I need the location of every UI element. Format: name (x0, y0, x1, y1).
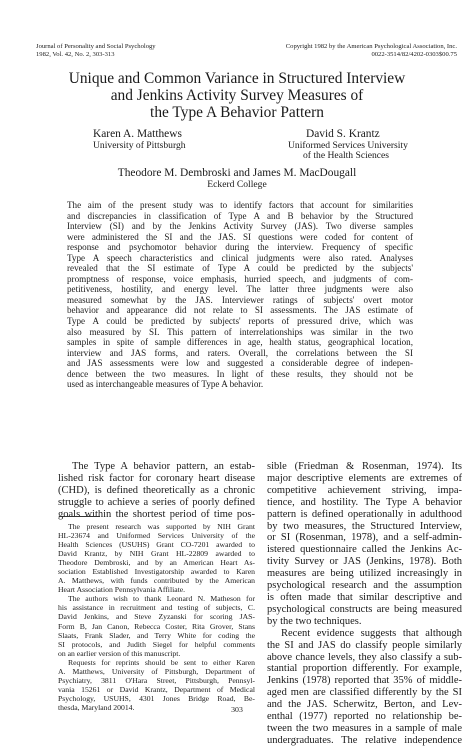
author-name: David S. Krantz (306, 128, 380, 140)
paragraph-line: sible (Friedman & Rosenman, 1974). Its (267, 461, 462, 472)
abstract-line: petitiveness, hostility, and energy level. The latter three judgments were also (67, 284, 413, 295)
footnote-line: thesda, Maryland 20014. (58, 702, 135, 712)
paragraph-line: major descriptive elements are extremes of (267, 472, 462, 484)
journal-name: Journal of Personality and Social Psychology (36, 43, 156, 50)
footnote-line: SI protocols, and Judith Siegel for helpful comments (58, 639, 255, 649)
article-code: 0022-3514/82/4202-0303$00.75 (371, 50, 457, 58)
footnote-line: Psychology, USUHS, 4301 Jones Bridge Road, Be- (58, 693, 255, 703)
paragraph-line: istered questionnaire called the Jenkins Ac- (267, 544, 462, 556)
abstract-line: also measured by SI. This pattern of interrelationships was similar in the two (67, 326, 413, 337)
paragraph-line: Recent evidence suggests that although (281, 627, 462, 639)
paragraph-line: lished risk factor for coronary heart disease (58, 472, 255, 484)
paragraph-line: is often made that similar descriptive and (267, 591, 462, 603)
paragraph-line: and the JAS. Scherwitz, Berton, and Lev- (267, 699, 462, 711)
abstract-line: Type A speech characteristics and clinical judgments were also rated. Analyses (67, 252, 413, 263)
footnotes (58, 522, 255, 712)
paragraph-line: the SI and JAS do classify people similarly (267, 639, 462, 651)
title-line: Unique and Common Variance in Structured Interview (68, 70, 406, 87)
footnote-line: Requests for reprints should be sent to either Karen (68, 657, 255, 667)
abstract-line: behavior and appearance did not relate to SI assessments. The JAS estimate of (67, 305, 413, 316)
body-text-right-column (267, 461, 462, 747)
body-text-left-column (58, 461, 255, 521)
paragraph-line: competitive achievement striving, impa- (267, 484, 462, 496)
abstract-line: The aim of the present study was to identify factors that account for similarities (67, 200, 413, 210)
paragraph-line: tience, and hostility. The Type A behavior (267, 496, 462, 508)
footnote-line: Form B, Jan Canon, Rebecca Coster, Rita Grover, Stans (58, 621, 255, 631)
footnote-line: vania 15261 or David Krantz, Department of Medical (58, 684, 255, 694)
footnote-line: on an earlier version of this manuscript. (58, 648, 181, 658)
paragraph-line: struggle to achieve a series of poorly defined (58, 496, 255, 508)
abstract-line: dence between the two measures. In light of these results, they should not be (67, 368, 413, 379)
footnote-line: HL-23674 and Uniformed Services University of the (58, 531, 255, 541)
abstract-line: were administered the SI and the JAS. SI questions were coded for content of (67, 231, 413, 242)
footnote-line: Slaats, Frank Slader, and Terry White for coding the (58, 630, 255, 640)
author-affiliation: University of Pittsburgh (93, 140, 186, 151)
footnote-line: his assistance in recruitment and testing of subjects, C. (58, 603, 255, 613)
paragraph-line: tivity Survey or JAS (Jenkins, 1978). Both (267, 556, 462, 568)
paragraph-line: psychological research and the assumption (267, 580, 462, 592)
abstract-line: revealed that the SI estimate of Type A could be predicted by the subjects' (67, 263, 413, 274)
paragraph-line: (CHD), is defined theoretically as a chronic (58, 484, 255, 496)
page-number: 303 (231, 705, 243, 714)
footnote-line: The present research was supported by NIH Grant (68, 522, 255, 531)
footnote-line: David Jenkins, and Steve Zyzanski for scoring JAS- (58, 612, 255, 622)
paragraph-line: above chance levels, they also classify a sub- (267, 651, 462, 663)
paragraph-line: by two measures, the Structured Interview, (267, 520, 462, 532)
paragraph-line: enthal (1977) reported no relationship be- (267, 711, 462, 723)
author-affiliation: Uniformed Services University (288, 140, 408, 151)
title-line: the Type A Behavior Pattern (150, 104, 324, 122)
author-affiliation: Eckerd College (207, 179, 267, 190)
copyright-notice (286, 43, 457, 58)
abstract-line: interview and JAS forms, and raters. Overall, the correlations between the SI (67, 347, 413, 358)
paragraph-line: psychological constructs are being measured (267, 603, 462, 615)
paragraph-line: goals within the shortest period of time pos- (58, 508, 255, 520)
author-name: Karen A. Matthews (93, 128, 182, 140)
footnote-line: David Krantz, by NIH Grant HL-22809 awarded to (58, 549, 255, 559)
journal-volume: 1982, Vol. 42, No. 2, 303-313 (36, 50, 115, 58)
abstract-line: measured somewhat by the JAS. Interviewer ratings of subjects' overt motor (67, 294, 413, 305)
abstract-line: Type A could be predicted by subjects' reports of pressured drive, which was (67, 316, 413, 327)
abstract-line: and discrepancies in classification of Type A and B behavior by the Structured (67, 210, 413, 221)
paragraph-line: pattern is defined operationally in adulthood (267, 508, 462, 520)
journal-citation (36, 43, 156, 58)
paragraph-line: measures are being utilized increasingly in (267, 568, 462, 580)
abstract (67, 200, 413, 390)
footnote-line: The authors wish to thank Leonard N. Matheson for (68, 594, 255, 604)
paragraph-line: aged men are classified differently by the SI (267, 687, 462, 699)
title-line: and Jenkins Activity Survey Measures of (110, 87, 364, 105)
footnote-line: sociation Established Investigatorship awarded to Karen (58, 567, 255, 577)
footnote-line: Heart Association Pennsylvania Affiliate. (58, 585, 186, 595)
article-title (20, 70, 454, 122)
author-affiliation: of the Health Sciences (303, 150, 390, 161)
paragraph-line: stantial proportion differently. For example, (267, 663, 462, 675)
paragraph-line: undergraduates. The relative independence (267, 734, 462, 746)
abstract-line: Interview (SI) and by the Jenkins Activity Survey (JAS). Two diverse samples (67, 221, 413, 232)
footnote-line: Theodore Dembroski, and by an American Heart As- (58, 558, 255, 568)
author-name: Theodore M. Dembroski and James M. MacDougall (117, 167, 357, 179)
footnote-divider (60, 516, 100, 517)
paragraph-line: by the two techniques. (267, 615, 362, 627)
abstract-line: samples in spite of sample differences in age, health status, geographical location, (67, 337, 413, 348)
paragraph-line: tween the two measures in a sample of male (267, 722, 462, 734)
abstract-line: used as interchangeable measures of Type A behavior. (67, 379, 264, 390)
abstract-line: response and psychomotor behavior during the interview. Frequency of specific (67, 242, 413, 253)
footnote-line: Psychiatry, 3811 O'Hara Street, Pittsburgh, Pennsyl- (58, 675, 255, 685)
copyright-line: Copyright 1982 by the American Psychological Association, Inc. (285, 43, 457, 50)
paragraph-line: The Type A behavior pattern, an estab- (72, 461, 255, 472)
footnote-line: A. Matthews, with funds contributed by the American (58, 576, 255, 586)
paragraph-line: Jenkins (1978) reported that 35% of middle- (267, 675, 462, 687)
paragraph-line: or SI (Rosenman, 1978), and a self-admin- (267, 532, 462, 544)
footnote-line: Health Sciences (USUHS) Grant CO-7201 awarded to (58, 540, 255, 550)
abstract-line: and JAS assessments were low and suggested a considerable degree of indepen- (67, 358, 413, 369)
abstract-line: promptness of response, voice emphasis, hurried speech, and judgments of com- (67, 273, 413, 284)
footnote-line: A. Matthews, University of Pittsburgh, Department of (58, 666, 255, 676)
